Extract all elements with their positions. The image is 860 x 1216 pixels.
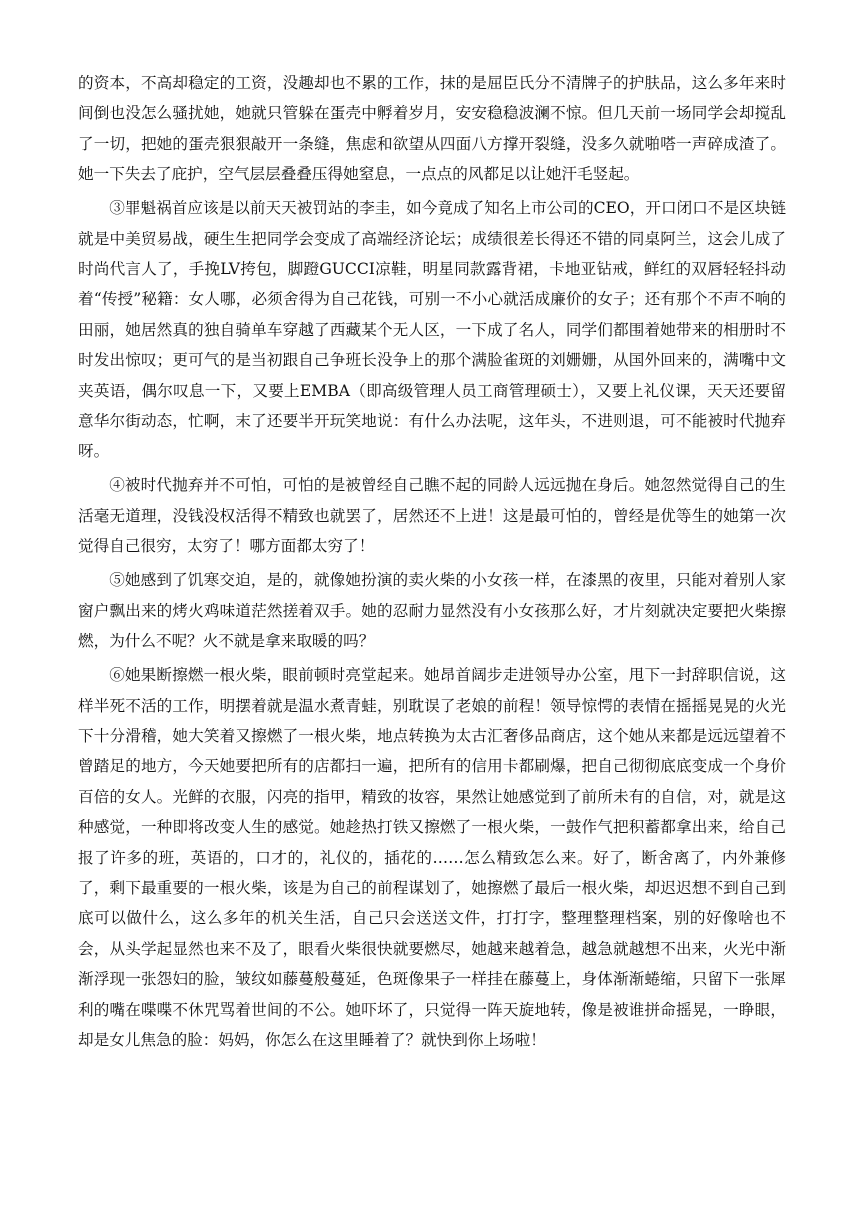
paragraph-continued: 的资本，不高却稳定的工资，没趣却也不累的工作，抹的是屈臣氏分不清牌子的护肤品，这么多年来时间倒也没怎么骚扰她，她就只管躲在蛋壳中孵着岁月，安安稳稳波澜不惊。但几天前一场同学会却搅乱了一切，把她的蛋壳狠狠敲开一条缝，焦虑和欲望从四面八方撑开裂缝，没多久就啪嗒一声碎成渣了。她一下失去了庇护，空气层层叠叠压得她窒息，一点点的风都足以让她汗毛竖起。 xyxy=(78,74,786,184)
document-page xyxy=(78,68,786,1059)
paragraph-4: ④被时代抛弃并不可怕，可怕的是被曾经自己瞧不起的同龄人远远抛在身后。她忽然觉得自己的生活毫无道理，没钱没权活得不精致也就罢了，居然还不上进！这是最可怕的，曾经是优等生的她第一次觉得自己很穷，太穷了！哪方面都太穷了！ xyxy=(78,476,786,556)
paragraph-6: ⑥她果断擦燃一根火柴，眼前顿时亮堂起来。她昂首阔步走进领导办公室，甩下一封辞职信说，这样半死不活的工作，明摆着就是温水煮青蛙，别耽误了老娘的前程！领导惊愕的表情在摇摇晃晃的火光下十分滑稽，她大笑着又擦燃了一根火柴，地点转换为太古汇奢侈品商店，这个她从来都是远远望着不曾踏足的地方，今天她要把所有的店都扫一遍，把所有的信用卡都刷爆，把自己彻彻底底变成一个身价百倍的女人。光鲜的衣服，闪亮的指甲，精致的妆容，果然让她感觉到了前所未有的自信，对，就是这种感觉，一种即将改变人生的感觉。她趁热打铁又擦燃了一根火柴，一鼓作气把积蓄都拿出来，给自己报了许多的班，英语的，口才的，礼仪的，插花的……怎么精致怎么来。好了，断舍离了，内外兼修了，剩下最重要的一根火柴，该是为自己的前程谋划了，她擦燃了最后一根火柴，却迟迟想不到自己到底可以做什么，这么多年的机关生活，自己只会送送文件，打打字，整理整理档案，别的好像啥也不会，从头学起显然也来不及了，眼看火柴很快就要燃尽，她越来越着急，越急就越想不出来，火光中渐渐浮现一张怨妇的脸，皱纹如藤蔓般蔓延，色斑像果子一样挂在藤蔓上，身体渐渐蜷缩，只留下一张犀利的嘴在喋喋不休咒骂着世间的不公。她吓坏了，只觉得一阵天旋地转，像是被谁拼命摇晃，一睁眼，却是女儿焦急的脸：妈妈，你怎么在这里睡着了？就快到你上场啦！ xyxy=(78,666,786,1049)
paragraph-3: ③罪魁祸首应该是以前天天被罚站的李圭，如今竟成了知名上市公司的CEO，开口闭口不是区块链就是中美贸易战，硬生生把同学会变成了高端经济论坛；成绩很差长得还不错的同桌阿兰，这会儿成了时尚代言人了，手挽LV挎包，脚蹬GUCCI凉鞋，明星同款露背裙，卡地亚钻戒，鲜红的双唇轻轻抖动着“传授”秘籍：女人哪，必须舍得为自己花钱，可别一不小心就活成廉价的女子；还有那个不声不响的田丽，她居然真的独自骑单车穿越了西藏某个无人区，一下成了名人，同学们都围着她带来的相册时不时发出惊叹；更可气的是当初跟自己争班长没争上的那个满脸雀斑的刘姗姗，从国外回来的，满嘴中文夹英语，偶尔叹息一下，又要上EMBA（即高级管理人员工商管理硕士），又要上礼仪课，天天还要留意华尔街动态，忙啊，末了还要半开玩笑地说：有什么办法呢，这年头，不进则退，可不能被时代抛弃呀。 xyxy=(78,199,786,461)
paragraph-5: ⑤她感到了饥寒交迫，是的，就像她扮演的卖火柴的小女孩一样，在漆黑的夜里，只能对着别人家窗户飘出来的烤火鸡味道茫然搓着双手。她的忍耐力显然没有小女孩那么好，才片刻就决定要把火柴擦燃，为什么不呢？火不就是拿来取暖的吗？ xyxy=(78,571,786,651)
